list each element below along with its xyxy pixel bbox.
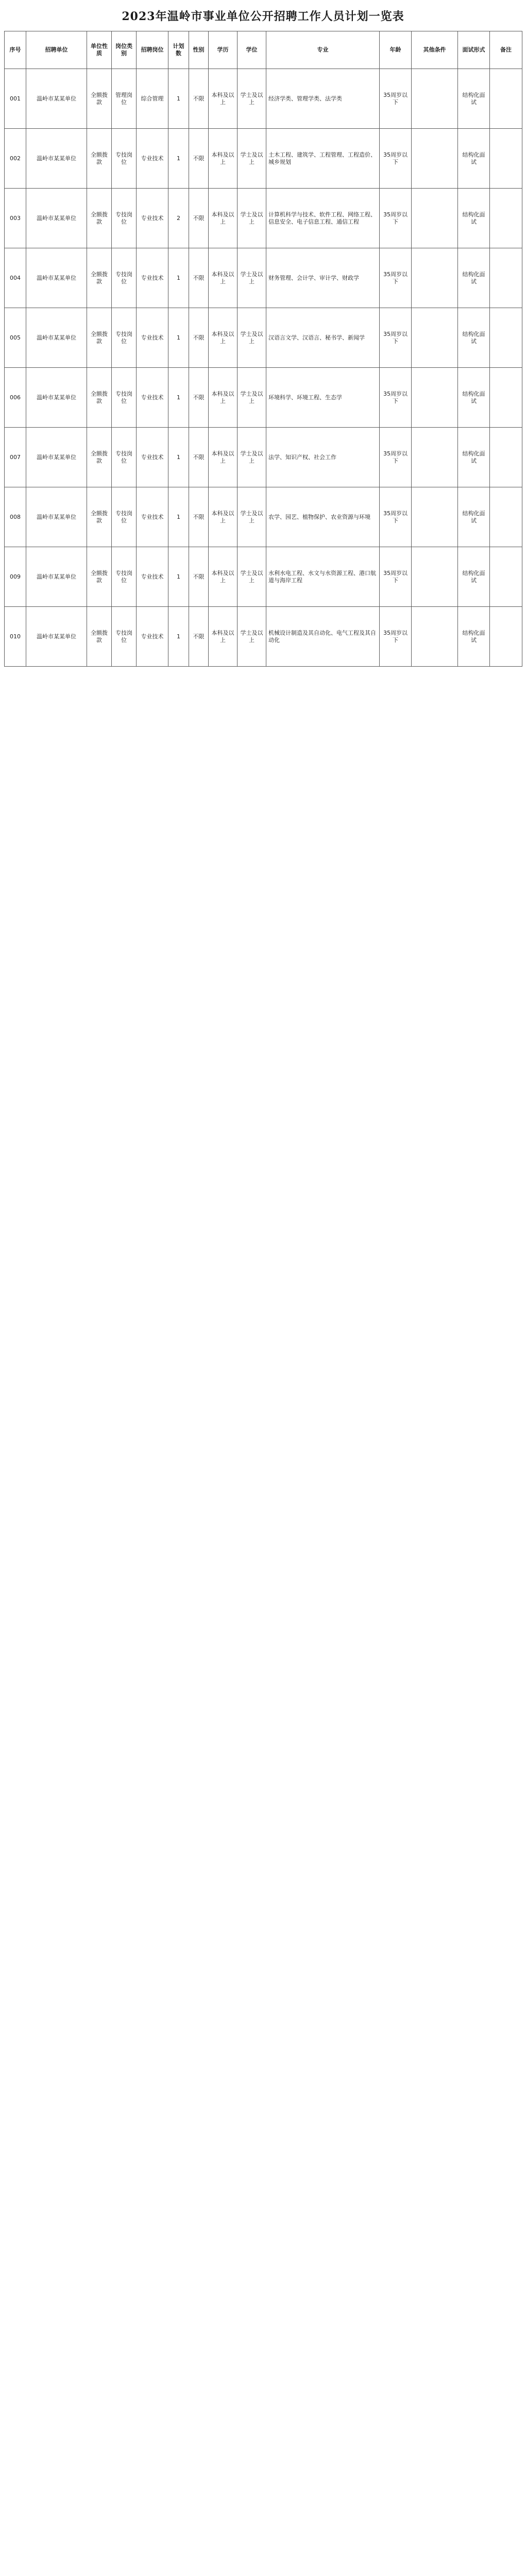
cell-major: 水利水电工程、水文与水资源工程、港口航道与海岸工程	[266, 547, 380, 607]
cell-post: 专业技术	[137, 248, 168, 308]
cell-conditions	[412, 607, 458, 667]
cell-type: 全额拨款	[87, 428, 112, 487]
header-cell: 面试形式	[458, 31, 490, 69]
cell-count: 1	[168, 248, 189, 308]
cell-note	[490, 69, 522, 129]
cell-interview: 结构化面试	[458, 607, 490, 667]
cell-sex: 不限	[189, 69, 209, 129]
cell-unit: 温岭市某某单位	[26, 248, 87, 308]
cell-sex: 不限	[189, 368, 209, 428]
cell-age: 35周岁以下	[380, 368, 412, 428]
cell-category: 专技岗位	[112, 487, 137, 547]
cell-age: 35周岁以下	[380, 69, 412, 129]
cell-conditions	[412, 368, 458, 428]
cell-degree: 学士及以上	[237, 607, 266, 667]
cell-degree: 学士及以上	[237, 487, 266, 547]
header-cell: 专业	[266, 31, 380, 69]
table-row	[5, 547, 522, 607]
cell-post: 专业技术	[137, 487, 168, 547]
cell-major: 农学、园艺、植物保护、农业资源与环境	[266, 487, 380, 547]
cell-degree: 学士及以上	[237, 129, 266, 189]
cell-sex: 不限	[189, 308, 209, 368]
cell-note	[490, 547, 522, 607]
cell-count: 1	[168, 129, 189, 189]
cell-category: 专技岗位	[112, 189, 137, 248]
cell-type: 全额拨款	[87, 129, 112, 189]
cell-no: 004	[5, 248, 26, 308]
cell-degree: 学士及以上	[237, 248, 266, 308]
cell-age: 35周岁以下	[380, 189, 412, 248]
cell-education: 本科及以上	[209, 547, 237, 607]
header-cell: 计划数	[168, 31, 189, 69]
cell-education: 本科及以上	[209, 308, 237, 368]
cell-sex: 不限	[189, 129, 209, 189]
table-header-row	[5, 31, 522, 69]
cell-note	[490, 428, 522, 487]
cell-type: 全额拨款	[87, 248, 112, 308]
cell-conditions	[412, 248, 458, 308]
cell-note	[490, 308, 522, 368]
document-title: 2023年温岭市事业单位公开招聘工作人员计划一览表	[122, 9, 404, 23]
cell-unit: 温岭市某某单位	[26, 368, 87, 428]
table-row	[5, 69, 522, 129]
cell-count: 1	[168, 308, 189, 368]
cell-type: 全额拨款	[87, 69, 112, 129]
cell-note	[490, 129, 522, 189]
cell-count: 1	[168, 428, 189, 487]
cell-category: 管理岗位	[112, 69, 137, 129]
cell-education: 本科及以上	[209, 428, 237, 487]
cell-type: 全额拨款	[87, 487, 112, 547]
cell-conditions	[412, 547, 458, 607]
cell-age: 35周岁以下	[380, 308, 412, 368]
cell-count: 1	[168, 607, 189, 667]
cell-no: 006	[5, 368, 26, 428]
table-row	[5, 248, 522, 308]
cell-conditions	[412, 69, 458, 129]
cell-age: 35周岁以下	[380, 428, 412, 487]
cell-no: 001	[5, 69, 26, 129]
cell-age: 35周岁以下	[380, 487, 412, 547]
cell-unit: 温岭市某某单位	[26, 129, 87, 189]
cell-note	[490, 189, 522, 248]
cell-age: 35周岁以下	[380, 129, 412, 189]
cell-post: 专业技术	[137, 368, 168, 428]
cell-interview: 结构化面试	[458, 189, 490, 248]
table-row	[5, 189, 522, 248]
cell-degree: 学士及以上	[237, 308, 266, 368]
table-row	[5, 368, 522, 428]
cell-category: 专技岗位	[112, 547, 137, 607]
header-cell: 序号	[5, 31, 26, 69]
cell-interview: 结构化面试	[458, 487, 490, 547]
header-cell: 备注	[490, 31, 522, 69]
cell-no: 008	[5, 487, 26, 547]
cell-no: 007	[5, 428, 26, 487]
cell-post: 专业技术	[137, 607, 168, 667]
cell-age: 35周岁以下	[380, 248, 412, 308]
cell-interview: 结构化面试	[458, 129, 490, 189]
cell-major: 环境科学、环境工程、生态学	[266, 368, 380, 428]
cell-count: 1	[168, 487, 189, 547]
header-cell: 其他条件	[412, 31, 458, 69]
cell-major: 机械设计制造及其自动化、电气工程及其自动化	[266, 607, 380, 667]
cell-education: 本科及以上	[209, 607, 237, 667]
cell-no: 010	[5, 607, 26, 667]
cell-unit: 温岭市某某单位	[26, 69, 87, 129]
cell-count: 1	[168, 368, 189, 428]
cell-unit: 温岭市某某单位	[26, 428, 87, 487]
cell-education: 本科及以上	[209, 368, 237, 428]
cell-note	[490, 368, 522, 428]
cell-conditions	[412, 428, 458, 487]
cell-post: 综合管理	[137, 69, 168, 129]
cell-degree: 学士及以上	[237, 368, 266, 428]
cell-sex: 不限	[189, 428, 209, 487]
header-cell: 岗位类别	[112, 31, 137, 69]
cell-note	[490, 607, 522, 667]
cell-conditions	[412, 129, 458, 189]
cell-education: 本科及以上	[209, 189, 237, 248]
cell-sex: 不限	[189, 487, 209, 547]
cell-count: 1	[168, 547, 189, 607]
cell-sex: 不限	[189, 248, 209, 308]
cell-age: 35周岁以下	[380, 607, 412, 667]
cell-interview: 结构化面试	[458, 308, 490, 368]
table-row	[5, 607, 522, 667]
cell-major: 法学、知识产权、社会工作	[266, 428, 380, 487]
cell-type: 全额拨款	[87, 547, 112, 607]
cell-degree: 学士及以上	[237, 428, 266, 487]
cell-post: 专业技术	[137, 428, 168, 487]
cell-count: 1	[168, 69, 189, 129]
cell-sex: 不限	[189, 607, 209, 667]
cell-education: 本科及以上	[209, 487, 237, 547]
cell-interview: 结构化面试	[458, 547, 490, 607]
header-cell: 招聘岗位	[137, 31, 168, 69]
cell-unit: 温岭市某某单位	[26, 547, 87, 607]
cell-major: 计算机科学与技术、软件工程、网络工程、信息安全、电子信息工程、通信工程	[266, 189, 380, 248]
cell-degree: 学士及以上	[237, 69, 266, 129]
cell-interview: 结构化面试	[458, 248, 490, 308]
cell-unit: 温岭市某某单位	[26, 308, 87, 368]
table-body	[5, 69, 522, 667]
cell-degree: 学士及以上	[237, 189, 266, 248]
cell-major: 财务管理、会计学、审计学、财政学	[266, 248, 380, 308]
cell-category: 专技岗位	[112, 129, 137, 189]
cell-post: 专业技术	[137, 547, 168, 607]
cell-degree: 学士及以上	[237, 547, 266, 607]
cell-education: 本科及以上	[209, 129, 237, 189]
cell-major: 经济学类、管理学类、法学类	[266, 69, 380, 129]
cell-category: 专技岗位	[112, 368, 137, 428]
cell-post: 专业技术	[137, 308, 168, 368]
cell-age: 35周岁以下	[380, 547, 412, 607]
cell-category: 专技岗位	[112, 607, 137, 667]
cell-note	[490, 248, 522, 308]
cell-post: 专业技术	[137, 189, 168, 248]
header-cell: 年龄	[380, 31, 412, 69]
cell-note	[490, 487, 522, 547]
recruitment-plan-table	[4, 31, 522, 667]
cell-no: 005	[5, 308, 26, 368]
cell-unit: 温岭市某某单位	[26, 607, 87, 667]
cell-no: 003	[5, 189, 26, 248]
cell-conditions	[412, 189, 458, 248]
cell-conditions	[412, 308, 458, 368]
table-row	[5, 308, 522, 368]
table-row	[5, 129, 522, 189]
cell-category: 专技岗位	[112, 248, 137, 308]
cell-sex: 不限	[189, 547, 209, 607]
cell-interview: 结构化面试	[458, 428, 490, 487]
header-cell: 招聘单位	[26, 31, 87, 69]
cell-education: 本科及以上	[209, 69, 237, 129]
cell-unit: 温岭市某某单位	[26, 189, 87, 248]
cell-major: 汉语言文学、汉语言、秘书学、新闻学	[266, 308, 380, 368]
cell-count: 2	[168, 189, 189, 248]
cell-education: 本科及以上	[209, 248, 237, 308]
cell-type: 全额拨款	[87, 368, 112, 428]
cell-major: 土木工程、建筑学、工程管理、工程造价、城乡规划	[266, 129, 380, 189]
header-cell: 学位	[237, 31, 266, 69]
cell-interview: 结构化面试	[458, 69, 490, 129]
header-cell: 性别	[189, 31, 209, 69]
cell-category: 专技岗位	[112, 308, 137, 368]
cell-type: 全额拨款	[87, 189, 112, 248]
cell-category: 专技岗位	[112, 428, 137, 487]
cell-post: 专业技术	[137, 129, 168, 189]
cell-unit: 温岭市某某单位	[26, 487, 87, 547]
table-row	[5, 487, 522, 547]
cell-type: 全额拨款	[87, 308, 112, 368]
cell-no: 009	[5, 547, 26, 607]
cell-sex: 不限	[189, 189, 209, 248]
cell-type: 全额拨款	[87, 607, 112, 667]
header-cell: 学历	[209, 31, 237, 69]
cell-conditions	[412, 487, 458, 547]
cell-no: 002	[5, 129, 26, 189]
table-row	[5, 428, 522, 487]
header-cell: 单位性质	[87, 31, 112, 69]
cell-interview: 结构化面试	[458, 368, 490, 428]
